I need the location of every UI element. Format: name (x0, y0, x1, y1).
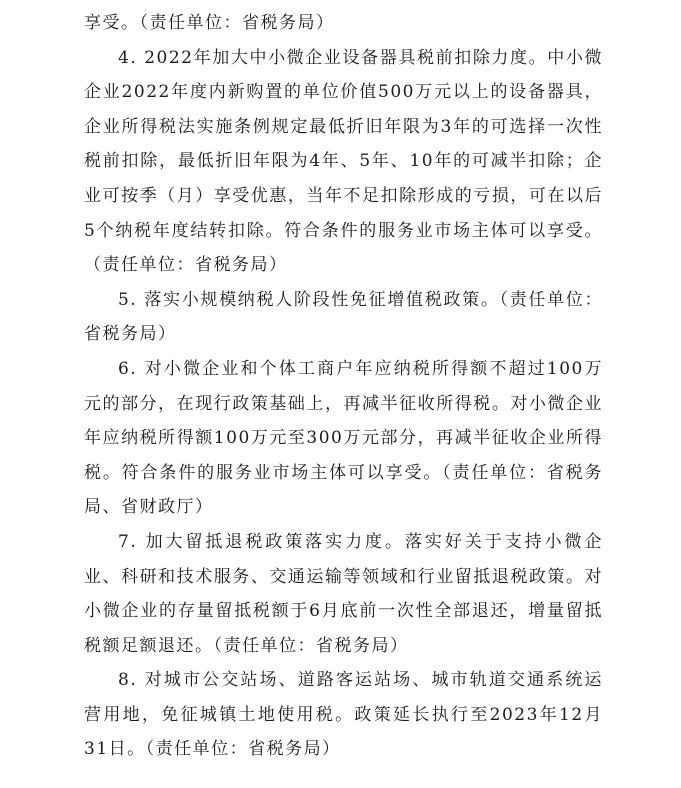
paragraph-continuation: 享受。（责任单位：省税务局） (84, 13, 335, 33)
paragraph-item-7: 7. 加大留抵退税政策落实力度。落实好关于支持小微企业、科研和技术服务、交通运输等领域和行业留抵退税政策。对小微企业的存量留抵税额于6月底前一次性全部退还，增量留抵税额足额退还。（责任单位：省税务局） (84, 531, 603, 656)
paragraph-item-5: 5. 落实小规模纳税人阶段性免征增值税政策。（责任单位：省税务局） (84, 289, 603, 345)
paragraph-item-8: 8. 对城市公交站场、道路客运站场、城市轨道交通系统运营用地，免征城镇土地使用税。政策延长执行至2023年12月31日。（责任单位：省税务局） (84, 670, 603, 760)
paragraph-item-4: 4. 2022年加大中小微企业设备器具税前扣除力度。中小微企业2022年度内新购置的单位价值500万元以上的设备器具，企业所得税法实施条例规定最低折旧年限为3年的可选择一次性税前扣除，最低折旧年限为4年、5年、10年的可减半扣除；企业可按季（月）享受优惠，当年不足扣除形成的亏损，可在以后5个纳税年度结转扣除。符合条件的服务业市场主体可以享受。（责任单位：省税务局） (84, 47, 603, 276)
paragraph-item-6: 6. 对小微企业和个体工商户年应纳税所得额不超过100万元的部分，在现行政策基础上，再减半征收所得税。对小微企业年应纳税所得额100万元至300万元部分，再减半征收企业所得税。符合条件的服务业市场主体可以享受。（责任单位：省税务局、省财政厅） (84, 358, 603, 518)
